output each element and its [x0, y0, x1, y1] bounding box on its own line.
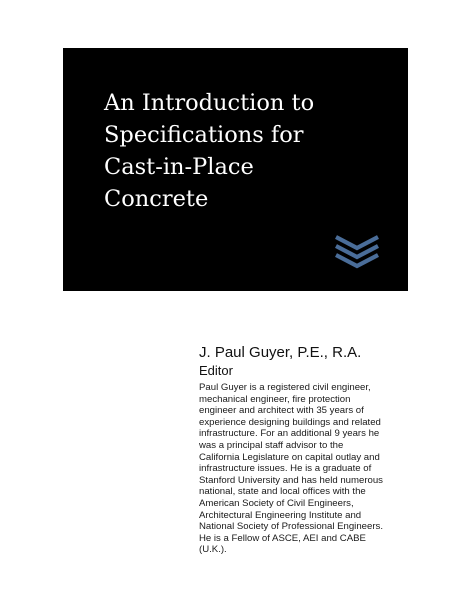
author-name: J. Paul Guyer, P.E., R.A.	[199, 344, 362, 361]
bio-line: National Society of Professional Engineers.	[199, 521, 383, 533]
book-title-line: Cast-in-Place	[104, 154, 254, 180]
bio-line: California Legislature on capital outlay and	[199, 451, 380, 463]
author-role: Editor	[199, 363, 233, 378]
triple-chevron-down-icon	[333, 233, 381, 269]
book-title-line: Specifications for	[104, 122, 304, 148]
book-title-line: Concrete	[104, 186, 209, 212]
bio-line: infrastructure issues. He is a graduate of	[199, 463, 372, 475]
cover-block	[63, 48, 408, 291]
bio-line: national, state and local offices with the	[199, 486, 366, 498]
bio-line: Paul Guyer is a registered civil engineer,	[199, 382, 371, 393]
bio-line: mechanical engineer, fire protection	[199, 393, 351, 405]
bio-line: Architectural Engineering Institute and	[199, 509, 362, 521]
bio-line: experience designing buildings and related	[199, 416, 381, 428]
bio-line: (U.K.).	[199, 544, 227, 556]
bio-line: was a principal staff advisor to the	[199, 439, 344, 451]
book-title-line: An Introduction to	[104, 90, 315, 116]
bio-line: infrastructure. For an additional 9 years he	[199, 428, 380, 440]
chevron-top	[336, 237, 378, 248]
author-bio	[199, 382, 439, 556]
bio-line: He is a Fellow of ASCE, AEI and CABE	[199, 532, 366, 544]
book-title	[104, 87, 394, 215]
author-block	[199, 344, 439, 378]
bio-line: engineer and architect with 35 years of	[199, 405, 364, 417]
bio-line: Stanford University and has held numerous	[199, 474, 383, 486]
bio-line: American Society of Civil Engineers,	[199, 497, 354, 509]
